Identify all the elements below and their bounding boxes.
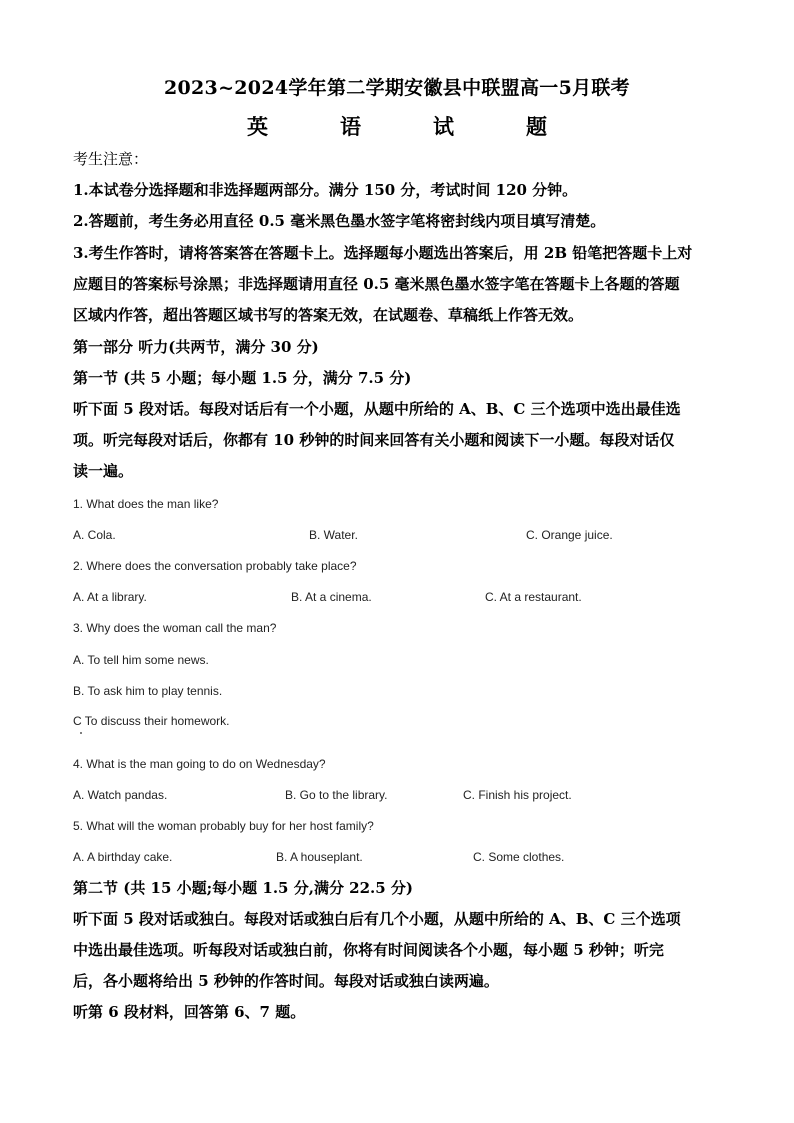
section1-instruction-line-1: 听下面 5 段对话。每段对话后有一个小题，从题中所给的 A、B、C 三个选项中选出最佳选 <box>73 400 681 418</box>
subject-char: 英 <box>247 114 268 139</box>
question-2-stem: 2. Where does the conversation probably take place? <box>73 559 357 573</box>
subject-char: 题 <box>526 114 547 139</box>
question-5-option-a: A. A birthday cake. <box>73 850 173 864</box>
notice-item-3-line-1: 3.考生作答时，请将答案答在答题卡上。选择题每小题选出答案后，用 2B 铅笔把答题卡上对 <box>73 244 693 262</box>
question-2-option-c: C. At a restaurant. <box>485 590 582 604</box>
subject-title <box>0 111 794 141</box>
question-4-option-b: B. Go to the library. <box>285 788 388 802</box>
section2-instruction-line-2: 中选出最佳选项。听每段对话或独白前，你将有时间阅读各个小题，每小题 5 秒钟；听完 <box>73 941 664 959</box>
question-4-option-a: A. Watch pandas. <box>73 788 168 802</box>
stray-dot <box>80 732 82 734</box>
question-2-option-b: B. At a cinema. <box>291 590 372 604</box>
question-4-option-c: C. Finish his project. <box>463 788 572 802</box>
section1-instruction-line-3: 读一遍。 <box>73 462 134 480</box>
subject-char: 语 <box>340 114 361 139</box>
notice-item-2: 2.答题前，考生务必用直径 0.5 毫米黑色墨水签字笔将密封线内项目填写清楚。 <box>73 212 606 230</box>
subject-char: 试 <box>433 114 454 139</box>
question-1-stem: 1. What does the man like? <box>73 497 219 511</box>
notice-heading: 考生注意： <box>73 150 149 168</box>
notice-item-3-line-3: 区域内作答，超出答题区域书写的答案无效，在试题卷、草稿纸上作答无效。 <box>73 306 584 324</box>
part1-heading: 第一部分 听力(共两节，满分 30 分) <box>73 338 319 356</box>
question-1-option-a: A. Cola. <box>73 528 116 542</box>
notice-item-3-line-2: 应题目的答案标号涂黑；非选择题请用直径 0.5 毫米黑色墨水签字笔在答题卡上各题的答题 <box>73 275 680 293</box>
question-5-stem: 5. What will the woman probably buy for her host family? <box>73 819 374 833</box>
section1-heading: 第一节 (共 5 小题；每小题 1.5 分，满分 7.5 分) <box>73 369 412 387</box>
question-1-option-b: B. Water. <box>309 528 358 542</box>
passage-6-instruction: 听第 6 段材料，回答第 6、7 题。 <box>73 1003 306 1021</box>
section1-instruction-line-2: 项。听完每段对话后，你都有 10 秒钟的时间来回答有关小题和阅读下一小题。每段对话仅 <box>73 431 675 449</box>
question-3-option-b: B. To ask him to play tennis. <box>73 684 223 698</box>
question-2-option-a: A. At a library. <box>73 590 147 604</box>
question-5-option-c: C. Some clothes. <box>473 850 565 864</box>
notice-item-1: 1.本试卷分选择题和非选择题两部分。满分 150 分，考试时间 120 分钟。 <box>73 181 578 199</box>
exam-title: 2023~2024学年第二学期安徽县中联盟高一5月联考 <box>163 77 630 99</box>
question-3-option-c: C To discuss their homework. <box>73 714 230 728</box>
section2-instruction-line-3: 后，各小题将给出 5 秒钟的作答时间。每段对话或独白读两遍。 <box>73 972 499 990</box>
question-4-stem: 4. What is the man going to do on Wednesday? <box>73 757 326 771</box>
question-1-option-c: C. Orange juice. <box>526 528 613 542</box>
question-3-option-a: A. To tell him some news. <box>73 653 209 667</box>
question-3-stem: 3. Why does the woman call the man? <box>73 621 277 635</box>
section2-instruction-line-1: 听下面 5 段对话或独白。每段对话或独白后有几个小题，从题中所给的 A、B、C 三个选项 <box>73 910 681 928</box>
section2-heading: 第二节 (共 15 小题;每小题 1.5 分,满分 22.5 分) <box>73 879 414 897</box>
question-5-option-b: B. A houseplant. <box>276 850 363 864</box>
